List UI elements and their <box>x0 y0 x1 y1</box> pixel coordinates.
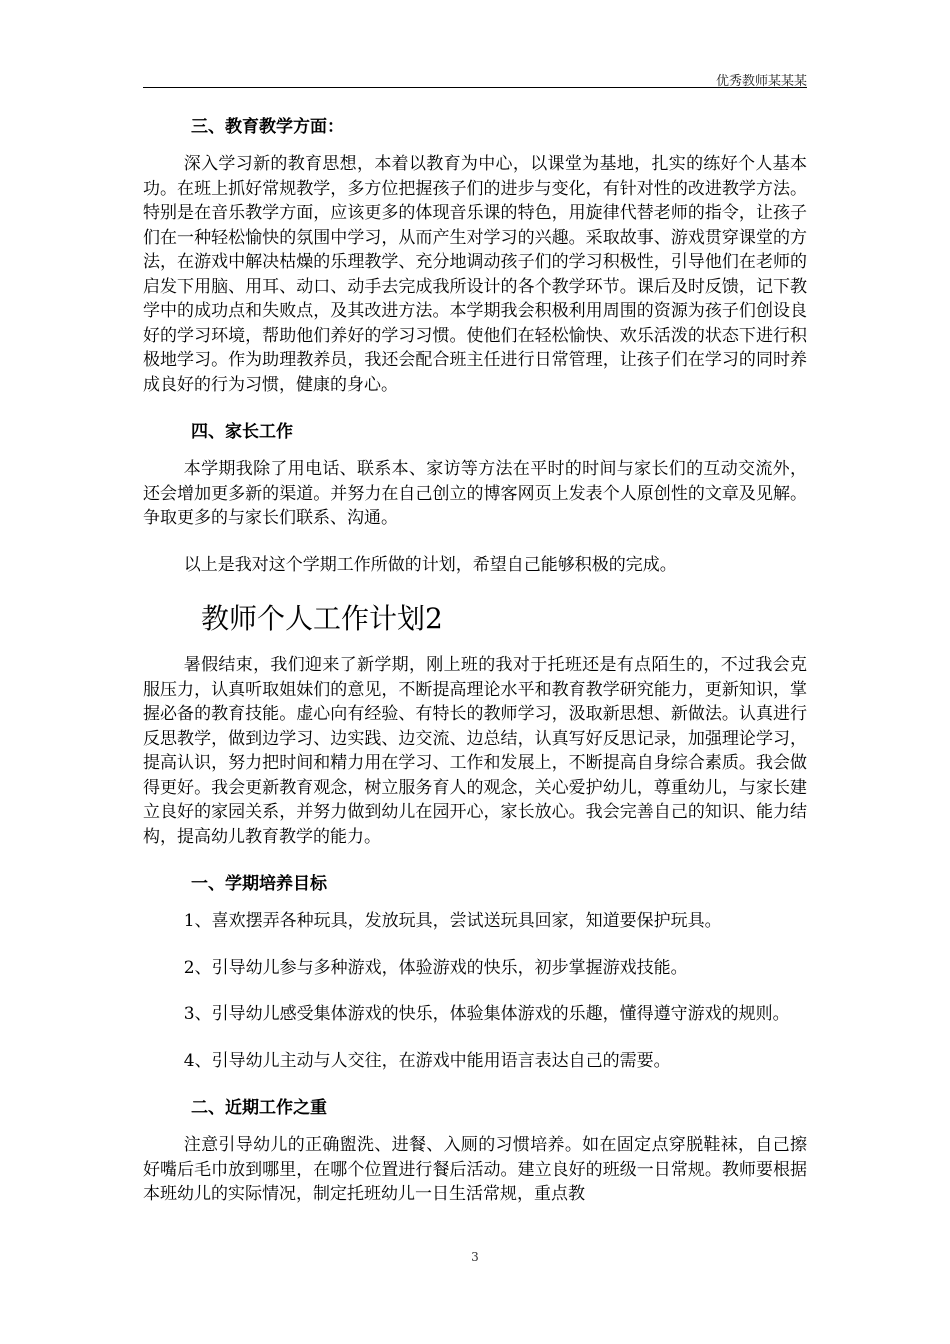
plan-title: 教师个人工作计划2 <box>201 602 443 635</box>
plan-intro-paragraph: 暑假结束，我们迎来了新学期，刚上班的我对于托班还是有点陌生的，不过我会克服压力，认真听取姐妹们的意见，不断提高理论水平和教育教学研究能力，更新知识，掌握必备的教育技能。虚心向有经验、有特长的教师学习，汲取新思想、新做法。认真进行反思教学，做到边学习、边实践、边交流、边总结，认真写好反思记录，加强理论学习，提高认识，努力把时间和精力用在学习、工作和发展上，不断提高自身综合素质。我会做得更好。我会更新教育观念，树立服务育人的观念，关心爱护幼儿，尊重幼儿，与家长建立良好的家园关系，并努力做到幼儿在园开心，家长放心。我会完善自己的知识、能力结构，提高幼儿教育教学的能力。 <box>143 655 807 847</box>
goal-item: 4、引导幼儿主动与人交往，在游戏中能用语言表达自己的需要。 <box>183 1050 671 1071</box>
goal-item: 2、引导幼儿参与多种游戏，体验游戏的快乐，初步掌握游戏技能。 <box>183 957 688 978</box>
teaching-paragraph: 深入学习新的教育思想，本着以教育为中心，以课堂为基地，扎实的练好个人基本功。在班上抓好常规教学，多方位把握孩子们的进步与变化，有针对性的改进教学方法。特别是在音乐教学方面，应该更多的体现音乐课的特色，用旋律代替老师的指令，让孩子们在一种轻松愉快的氛围中学习，从而产生对学习的兴趣。采取故事、游戏贯穿课堂的方法，在游戏中解决枯燥的乐理教学、充分地调动孩子们的学习积极性，引导他们在老师的启发下用脑、用耳、动口、动手去完成我所设计的各个教学环节。课后及时反馈，记下教学中的成功点和失败点，及其改进方法。本学期我会积极利用周围的资源为孩子们创设良好的学习环境，帮助他们养好的学习习惯。使他们在轻松愉快、欢乐活泼的状态下进行积极地学习。作为助理教养员，我还会配合班主任进行日常管理，让孩子们在学习的同时养成良好的行为习惯，健康的身心。 <box>143 154 807 395</box>
section-heading-parents: 四、家长工作 <box>191 422 293 442</box>
section-heading-focus: 二、近期工作之重 <box>191 1098 327 1118</box>
page-header: 优秀教师某某某 <box>715 74 807 89</box>
section-heading-goals: 一、学期培养目标 <box>191 874 327 894</box>
parents-paragraph: 本学期我除了用电话、联系本、家访等方法在平时的时间与家长们的互动交流外，还会增加更多新的渠道。并努力在自己创立的博客网页上发表个人原创性的文章及见解。争取更多的与家长们联系、沟通。 <box>143 459 807 528</box>
document-body <box>143 114 807 1229</box>
focus-paragraph: 注意引导幼儿的正确盥洗、进餐、入厕的习惯培养。如在固定点穿脱鞋袜，自己擦好嘴后毛巾放到哪里，在哪个位置进行餐后活动。建立良好的班级一日常规。教师要根据本班幼儿的实际情况，制定托班幼儿一日生活常规，重点教 <box>143 1135 807 1204</box>
goal-item: 1、喜欢摆弄各种玩具，发放玩具，尝试送玩具回家，知道要保护玩具。 <box>183 911 722 931</box>
closing-paragraph: 以上是我对这个学期工作所做的计划，希望自己能够积极的完成。 <box>183 554 677 575</box>
header-rule <box>143 87 807 88</box>
section-heading-teaching: 三、教育教学方面： <box>191 117 344 137</box>
page-number: 3 <box>471 1250 479 1264</box>
goal-item: 3、引导幼儿感受集体游戏的快乐，体验集体游戏的乐趣，懂得遵守游戏的规则。 <box>183 1004 790 1024</box>
